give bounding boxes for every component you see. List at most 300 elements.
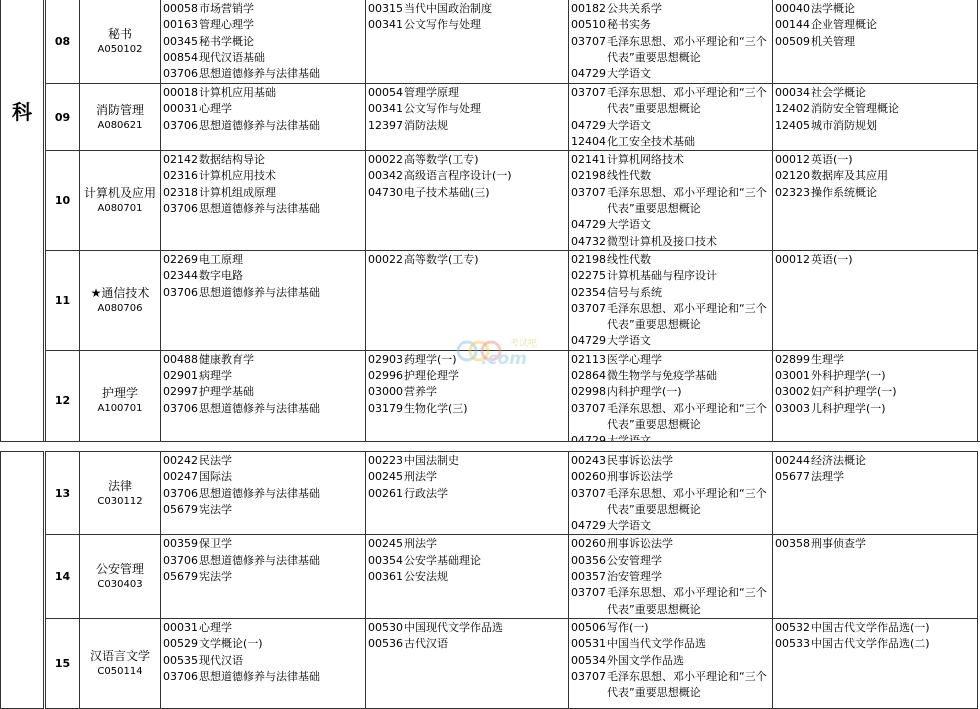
course-code: 12402 — [775, 102, 810, 116]
course-name: 电工原理 — [199, 252, 243, 266]
course-code: 02323 — [775, 185, 810, 199]
course-code: 02344 — [163, 269, 198, 283]
course-list — [569, 151, 773, 251]
course-item — [571, 384, 772, 400]
course-item — [571, 333, 772, 349]
course-item — [368, 252, 568, 268]
course-code: 03707 — [571, 301, 606, 315]
course-name: 行政法学 — [404, 486, 448, 500]
course-name: 护理伦理学 — [404, 369, 459, 383]
course-item — [775, 118, 977, 134]
course-name: 毛泽东思想、邓小平理论和“三个代表”重要思想概论 — [607, 86, 767, 116]
course-name: 刑法学 — [404, 470, 437, 484]
course-code: 03707 — [571, 586, 606, 600]
course-name: 计算机应用基础 — [199, 86, 276, 99]
course-name: 治安管理学 — [607, 570, 662, 584]
course-list — [773, 452, 978, 535]
course-item — [163, 268, 365, 284]
course-item — [368, 85, 568, 101]
course-name: 刑法学 — [404, 537, 437, 551]
course-name: 内科护理学(一) — [607, 385, 682, 399]
course-name: 消防安全管理概论 — [811, 102, 899, 116]
course-name: 思想道德修养与法律基础 — [199, 669, 320, 683]
course-name: 管理心理学 — [199, 18, 254, 32]
course-list — [161, 151, 366, 251]
course-list — [366, 151, 569, 251]
course-code: 00182 — [571, 2, 606, 15]
course-code: 00058 — [163, 2, 198, 15]
course-list — [773, 0, 978, 84]
course-code: 02864 — [571, 369, 606, 383]
course-item — [571, 118, 772, 134]
course-name: 法理学 — [811, 470, 844, 484]
course-code: 00354 — [368, 553, 403, 567]
course-name: 毛泽东思想、邓小平理论和“三个代表”重要思想概论 — [607, 486, 767, 516]
course-item — [163, 201, 365, 217]
major-cell — [80, 452, 161, 535]
course-item — [571, 185, 772, 218]
course-item — [571, 285, 772, 301]
course-code: 04729 — [571, 67, 606, 81]
course-list — [366, 350, 569, 450]
course-code: 04729 — [571, 334, 606, 348]
course-code: 03707 — [571, 669, 606, 683]
course-code: 03002 — [775, 385, 810, 399]
course-list — [569, 350, 773, 450]
course-list — [366, 0, 569, 84]
course-item — [571, 268, 772, 284]
course-item — [163, 66, 365, 82]
course-code: 12405 — [775, 118, 810, 132]
course-item — [163, 486, 365, 502]
course-name: 高级语言程序设计(一) — [404, 169, 512, 183]
course-name: 高等数学(工专) — [404, 153, 479, 167]
course-name: 民事诉讼法学 — [607, 454, 673, 467]
course-name: 管理学原理 — [404, 86, 459, 99]
course-code: 05677 — [775, 470, 810, 484]
course-item — [368, 185, 568, 201]
course-name: 机关管理 — [811, 34, 855, 48]
course-item — [368, 569, 568, 585]
course-list — [773, 151, 978, 251]
course-item — [571, 66, 772, 82]
course-item — [571, 401, 772, 434]
course-code: 00506 — [571, 620, 606, 634]
table-row — [1, 250, 978, 350]
major-code: A080621 — [97, 119, 143, 131]
course-code: 00260 — [571, 470, 606, 484]
course-code: 00358 — [775, 537, 810, 551]
course-item — [571, 669, 772, 702]
major-name: 护理学 — [101, 385, 138, 400]
course-item — [368, 620, 568, 636]
course-code: 02997 — [163, 385, 198, 399]
major-name: 秘书 — [107, 27, 132, 41]
row-number: 11 — [45, 250, 80, 350]
course-item — [571, 301, 772, 334]
course-name: 国际法 — [199, 470, 232, 484]
course-name: 大学语文 — [607, 519, 651, 533]
course-list — [773, 350, 978, 450]
course-name: 经济法概论 — [811, 454, 866, 467]
major-code: C050114 — [97, 665, 143, 677]
course-code: 03000 — [368, 385, 403, 399]
course-item — [571, 368, 772, 384]
course-code: 03003 — [775, 401, 810, 415]
course-item — [571, 34, 772, 67]
course-name: 英语(一) — [811, 153, 853, 167]
major-name: 法律 — [107, 478, 132, 493]
course-code: 00534 — [571, 653, 606, 667]
course-list — [366, 535, 569, 618]
category-cell — [1, 452, 45, 709]
course-item — [368, 152, 568, 168]
course-name: 消防法规 — [404, 118, 448, 132]
course-item — [571, 453, 772, 469]
major-cell — [80, 151, 161, 251]
course-name: 微生物学与免疫学基础 — [607, 369, 717, 383]
course-list — [366, 250, 569, 350]
major-cell — [80, 84, 161, 151]
course-code: 02113 — [571, 352, 606, 366]
course-name: 高等数学(工专) — [404, 252, 479, 266]
course-list — [773, 250, 978, 350]
course-name: 计算机网络技术 — [607, 153, 684, 167]
category-label: 科 — [12, 100, 32, 124]
course-code: 00532 — [775, 620, 810, 634]
course-item — [163, 352, 365, 368]
course-code: 12404 — [571, 134, 606, 148]
course-name: 数据结构导论 — [199, 153, 265, 167]
course-code: 00535 — [163, 653, 198, 667]
course-name: 数字电路 — [199, 269, 243, 283]
course-item — [163, 653, 365, 669]
course-code: 03706 — [163, 118, 198, 132]
course-code: 02198 — [571, 252, 606, 266]
table-row — [1, 535, 978, 618]
course-item — [775, 34, 977, 50]
course-name: 计算机基础与程序设计 — [607, 269, 717, 283]
course-list — [161, 84, 366, 151]
course-name: 毛泽东思想、邓小平理论和“三个代表”重要思想概论 — [607, 586, 767, 616]
course-item — [571, 585, 772, 618]
course-code: 03706 — [163, 202, 198, 216]
course-code: 02269 — [163, 252, 198, 266]
course-item — [368, 536, 568, 552]
course-item — [571, 536, 772, 552]
course-name: 公安管理学 — [607, 553, 662, 567]
course-item — [163, 285, 365, 301]
course-code: 03179 — [368, 401, 403, 415]
course-name: 古代汉语 — [404, 637, 448, 651]
category-cell — [1, 0, 45, 450]
course-item — [571, 168, 772, 184]
course-item — [571, 569, 772, 585]
course-item — [571, 620, 772, 636]
table-row — [1, 84, 978, 151]
course-item — [775, 401, 977, 417]
course-code: 00315 — [368, 2, 403, 15]
course-name: 公文写作与处理 — [404, 102, 481, 116]
major-code: A080706 — [97, 302, 143, 314]
course-code: 12397 — [368, 118, 403, 132]
course-code: 02996 — [368, 369, 403, 383]
course-code: 02120 — [775, 169, 810, 183]
course-item — [163, 185, 365, 201]
course-name: 当代中国政治制度 — [404, 2, 492, 15]
course-name: 思想道德修养与法律基础 — [199, 553, 320, 567]
course-code: 02318 — [163, 185, 198, 199]
course-code: 00031 — [163, 102, 198, 116]
course-item — [571, 486, 772, 519]
course-code: 02903 — [368, 352, 403, 366]
watermark-small-text: 考试吧 — [510, 339, 538, 349]
course-name: 病理学 — [199, 369, 232, 383]
course-name: 大学语文 — [607, 118, 651, 132]
course-code: 03706 — [163, 401, 198, 415]
course-list — [569, 452, 773, 535]
course-item — [163, 1, 365, 17]
course-code: 00357 — [571, 570, 606, 584]
course-code: 00341 — [368, 18, 403, 32]
course-item — [368, 469, 568, 485]
major-code: A080701 — [97, 203, 143, 215]
course-list — [773, 84, 978, 151]
row-number: 13 — [45, 452, 80, 535]
course-item — [571, 217, 772, 233]
course-code: 00022 — [368, 153, 403, 167]
course-item — [163, 536, 365, 552]
course-item — [163, 620, 365, 636]
course-list — [161, 350, 366, 450]
course-name: 毛泽东思想、邓小平理论和“三个代表”重要思想概论 — [607, 401, 767, 431]
course-item — [368, 101, 568, 117]
course-item — [163, 50, 365, 66]
course-item — [163, 401, 365, 417]
major-code: A100701 — [97, 402, 143, 414]
course-code: 00031 — [163, 620, 198, 634]
course-item — [775, 85, 977, 101]
course-name: 中国古代文学作品选(一) — [811, 620, 930, 634]
course-name: 城市消防规划 — [811, 118, 877, 132]
course-item — [775, 101, 977, 117]
row-number: 12 — [45, 350, 80, 450]
course-name: 民法学 — [199, 454, 232, 467]
course-name: 中国当代文学作品选 — [607, 637, 706, 651]
course-item — [163, 252, 365, 268]
course-item — [775, 384, 977, 400]
course-code: 00034 — [775, 86, 810, 99]
course-item — [571, 636, 772, 652]
course-code: 02141 — [571, 153, 606, 167]
course-item — [571, 134, 772, 150]
course-item — [775, 352, 977, 368]
course-code: 03001 — [775, 369, 810, 383]
course-item — [368, 17, 568, 33]
course-code: 00341 — [368, 102, 403, 116]
course-name: 外国文学作品选 — [607, 653, 684, 667]
course-name: 英语(一) — [811, 252, 853, 266]
course-name: 妇产科护理学(一) — [811, 385, 897, 399]
course-code: 00854 — [163, 50, 198, 64]
course-code: 00509 — [775, 34, 810, 48]
major-name: 汉语言文学 — [89, 648, 150, 663]
course-item — [368, 453, 568, 469]
course-item — [163, 469, 365, 485]
course-code: 04730 — [368, 185, 403, 199]
course-item — [163, 34, 365, 50]
course-code: 04729 — [571, 218, 606, 232]
course-code: 04729 — [571, 118, 606, 132]
course-item — [571, 553, 772, 569]
course-item — [163, 168, 365, 184]
course-item — [571, 234, 772, 250]
course-item — [163, 636, 365, 652]
course-name: 思想道德修养与法律基础 — [199, 285, 320, 299]
course-item — [163, 118, 365, 134]
course-name: 计算机组成原理 — [199, 185, 276, 199]
course-code: 03707 — [571, 34, 606, 48]
course-code: 00536 — [368, 637, 403, 651]
course-code: 04729 — [571, 519, 606, 533]
major-cell — [80, 250, 161, 350]
course-code: 05679 — [163, 570, 198, 584]
course-name: 法学概论 — [811, 2, 855, 15]
course-name: 思想道德修养与法律基础 — [199, 486, 320, 500]
course-name: 思想道德修养与法律基础 — [199, 67, 320, 81]
course-list — [366, 84, 569, 151]
course-name: 公安学基础理论 — [404, 553, 481, 567]
major-name: 公安管理 — [95, 562, 144, 577]
major-cell — [80, 535, 161, 618]
course-name: 秘书学概论 — [199, 34, 254, 48]
course-code: 03706 — [163, 553, 198, 567]
course-name: 毛泽东思想、邓小平理论和“三个代表”重要思想概论 — [607, 34, 767, 64]
course-name: 儿科护理学(一) — [811, 401, 886, 415]
course-code: 00018 — [163, 86, 198, 99]
course-list — [773, 535, 978, 618]
major-name: ★通信技术 — [90, 285, 150, 300]
course-item — [368, 401, 568, 417]
course-item — [163, 152, 365, 168]
course-item — [163, 453, 365, 469]
course-code: 00144 — [775, 18, 810, 32]
course-name: 思想道德修养与法律基础 — [199, 202, 320, 216]
major-name: 计算机及应用 — [83, 186, 156, 201]
course-item — [775, 168, 977, 184]
course-item — [775, 453, 977, 469]
course-name: 操作系统概论 — [811, 185, 877, 199]
course-item — [571, 252, 772, 268]
course-item — [163, 553, 365, 569]
row-number: 08 — [45, 0, 80, 84]
course-code: 00533 — [775, 637, 810, 651]
course-name: 秘书实务 — [607, 18, 651, 32]
course-code: 00261 — [368, 486, 403, 500]
course-name: 文学概论(一) — [199, 637, 263, 651]
course-item — [775, 368, 977, 384]
major-code: C030403 — [97, 579, 143, 591]
course-list — [366, 452, 569, 535]
course-code: 03707 — [571, 486, 606, 500]
course-name: 社会学概论 — [811, 86, 866, 99]
course-name: 药理学(一) — [404, 352, 457, 366]
course-list — [569, 618, 773, 708]
course-code: 03706 — [163, 285, 198, 299]
course-name: 外科护理学(一) — [811, 369, 886, 383]
course-list — [161, 535, 366, 618]
course-name: 市场营销学 — [199, 2, 254, 15]
course-name: 电子技术基础(三) — [404, 185, 490, 199]
course-name: 毛泽东思想、邓小平理论和“三个代表”重要思想概论 — [607, 185, 767, 216]
course-item — [368, 486, 568, 502]
course-code: 00022 — [368, 252, 403, 266]
course-item — [571, 1, 772, 17]
course-item — [163, 17, 365, 33]
course-code: 00529 — [163, 637, 198, 651]
course-name: 信号与系统 — [607, 285, 662, 299]
course-name: 营养学 — [404, 385, 437, 399]
course-name: 现代汉语 — [199, 653, 243, 667]
row-number: 14 — [45, 535, 80, 618]
course-name: 护理学基础 — [199, 385, 254, 399]
course-name: 刑事诉讼法学 — [607, 537, 673, 551]
plan-table-bottom — [0, 451, 978, 709]
course-name: 数据库及其应用 — [811, 169, 888, 183]
course-code: 00510 — [571, 18, 606, 32]
course-item — [571, 518, 772, 534]
course-code: 03707 — [571, 86, 606, 99]
course-name: 大学语文 — [607, 334, 651, 348]
course-code: 00345 — [163, 34, 198, 48]
course-name: 思想道德修养与法律基础 — [199, 118, 320, 132]
course-name: 宪法学 — [199, 570, 232, 584]
course-list — [161, 250, 366, 350]
course-code: 02316 — [163, 169, 198, 183]
course-name: 心理学 — [199, 102, 232, 116]
course-item — [368, 553, 568, 569]
course-name: 大学语文 — [607, 218, 651, 232]
course-item — [775, 185, 977, 201]
course-name: 健康教育学 — [199, 352, 254, 366]
course-code: 02198 — [571, 169, 606, 183]
course-item — [368, 352, 568, 368]
course-code: 03706 — [163, 67, 198, 81]
table-gap — [0, 441, 980, 451]
major-cell — [80, 618, 161, 708]
course-code: 00245 — [368, 470, 403, 484]
table-row — [1, 0, 978, 84]
course-list — [161, 618, 366, 708]
course-code: 02899 — [775, 352, 810, 366]
course-name: 中国法制史 — [404, 454, 459, 467]
course-code: 00488 — [163, 352, 198, 366]
course-item — [163, 569, 365, 585]
course-name: 现代汉语基础 — [199, 50, 265, 64]
course-code: 03707 — [571, 401, 606, 415]
course-code: 00530 — [368, 620, 403, 634]
course-item — [163, 669, 365, 685]
course-code: 00244 — [775, 454, 810, 467]
course-item — [571, 17, 772, 33]
course-code: 00054 — [368, 86, 403, 99]
course-item — [368, 636, 568, 652]
course-name: 刑事诉讼法学 — [607, 470, 673, 484]
course-code: 00223 — [368, 454, 403, 467]
course-item — [163, 368, 365, 384]
course-code: 00247 — [163, 470, 198, 484]
course-name: 化工安全技术基础 — [607, 134, 695, 148]
